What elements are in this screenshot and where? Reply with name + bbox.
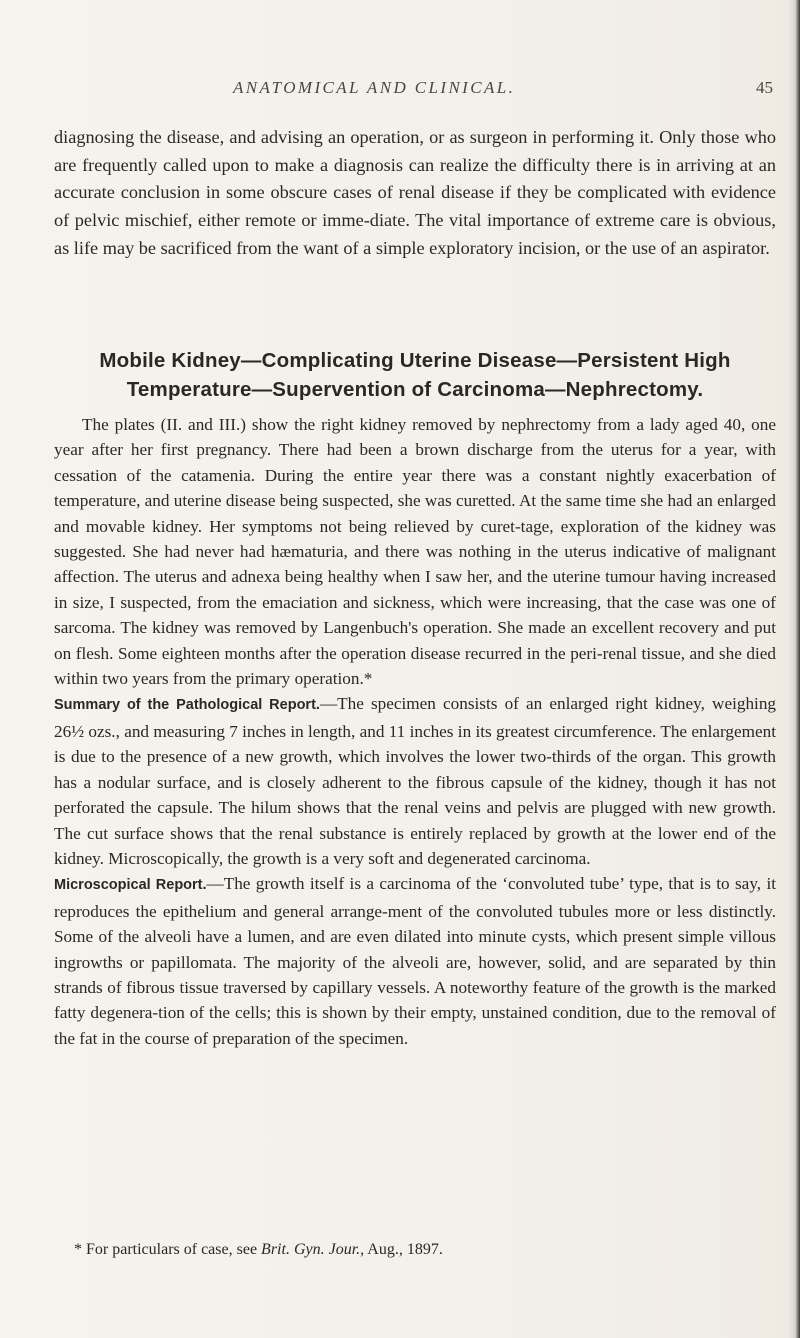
footnote-journal: Brit. Gyn. Jour.	[261, 1241, 361, 1258]
microscopical-report-label: Microscopical Report.	[54, 877, 207, 894]
microscopical-report-paragraph	[54, 871, 776, 1051]
microscopical-report-text: —The growth itself is a carcinoma of the ‘convoluted tube’ type, that is to say, it reproduces the epithelium and general arrange-ment of the convoluted tubules more or less distinctly. Some of the alveoli have a lumen, and are even dilated into minute cysts, which present simple villous ingrowths or papillomata. The majority of the alveoli are, however, solid, and are separated by thin strands of fibrous tissue traversed by capillary vessels. A noteworthy feature of the growth is the marked fatty degenera-tion of the cells; this is shown by their empty, unstained condition, due to the removal of the fat in the course of preparation of the specimen.	[54, 874, 776, 1048]
running-head: ANATOMICAL AND CLINICAL.	[233, 78, 516, 97]
section-heading: Mobile Kidney—Complicating Uterine Disease—Persistent High Temperature—Supervention of Carcinoma—Nephrectomy.	[99, 349, 731, 401]
page-edge-shadow	[788, 0, 800, 1338]
footnote-suffix: , Aug., 1897.	[360, 1241, 443, 1258]
page-number: 45	[756, 78, 773, 97]
pathological-report-paragraph	[54, 691, 776, 871]
footnote-prefix: * For particulars of case, see	[74, 1241, 262, 1258]
main-text	[54, 412, 776, 1051]
pathological-report-text: —The specimen consists of an enlarged right kidney, weighing 26½ ozs., and measuring 7 inches in length, and 11 inches in its greatest circumference. The enlargement is due to the presence of a new growth, which involves the lower two-thirds of the organ. This growth has a nodular surface, and is closely adherent to the fibrous capsule of the kidney, though it has not perforated the capsule. The hilum shows that the renal veins and pelvis are plugged with new growth. The cut surface shows that the renal substance is entirely replaced by growth at the lower end of the kidney. Microscopically, the growth is a very soft and degenerated carcinoma.	[54, 694, 777, 868]
pathological-report-label: Summary of the Pathological Report.	[54, 697, 320, 714]
footnote	[74, 1239, 776, 1261]
case-paragraph: The plates (II. and III.) show the right kidney removed by nephrectomy from a lady aged 40, one year after her first pregnancy. There had been a brown discharge from the uterus for a year, with cessation of the catamenia. During the entire year there was a constant nightly exacerbation of temperature, and uterine disease being suspected, she was curetted. At the same time she had an enlarged and movable kidney. Her symptoms not being relieved by curet-tage, exploration of the kidney was suggested. She had never had hæmaturia, and there was nothing in the uterus indicative of malignant affection. The uterus and adnexa being healthy when I saw her, and the uterine tumour having increased in size, I suspected, from the emaciation and sickness, which were increasing, that the case was one of sarcoma. The kidney was removed by Langenbuch's operation. She made an excellent recovery and put on flesh. Some eighteen months after the operation disease recurred in the peri-renal tissue, and she died within two years from the primary operation.*	[54, 415, 776, 689]
intro-paragraph: diagnosing the disease, and advising an operation, or as surgeon in performing it. Only those who are frequently called upon to make a diagnosis can realize the difficulty there is in arriving at an accurate conclusion in some obscure cases of renal disease if they be complicated with evidence of pelvic mischief, either remote or imme-diate. The vital importance of extreme care is obvious, as life may be sacrificed from the want of a simple exploratory incision, or the use of an aspirator.	[54, 127, 776, 258]
